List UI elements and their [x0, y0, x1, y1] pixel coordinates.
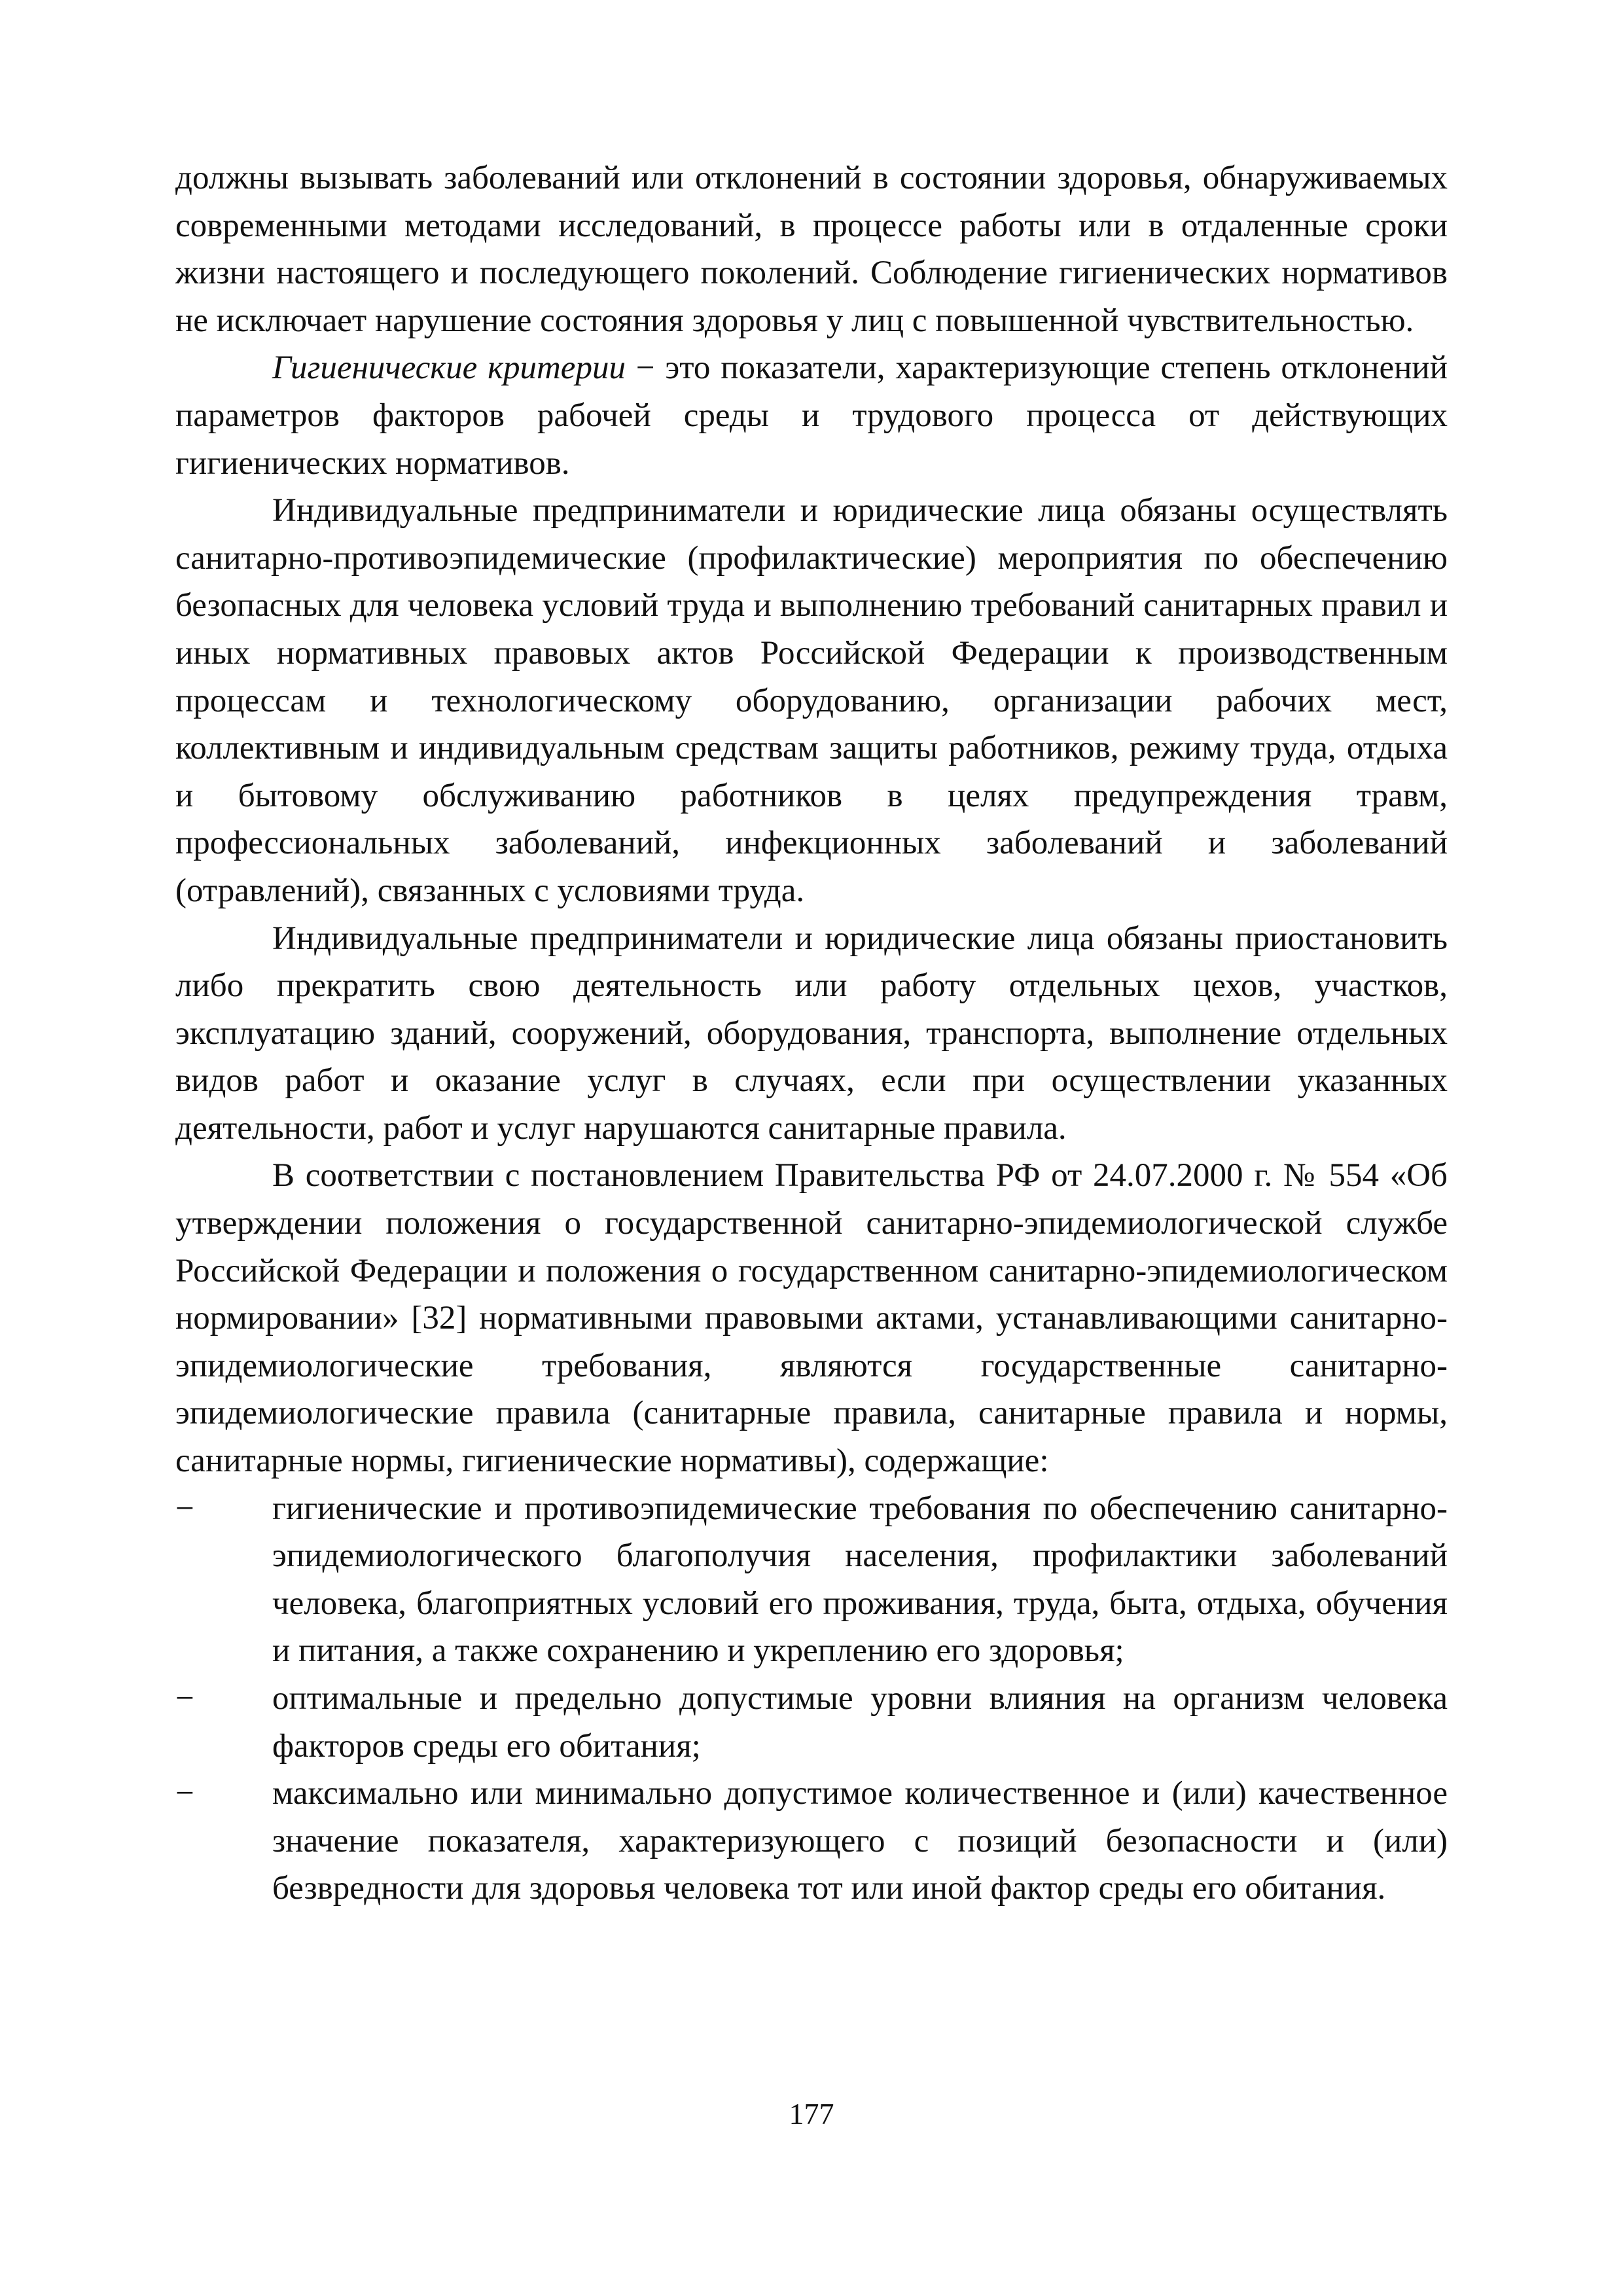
- list-item: [175, 1485, 1448, 1675]
- list-dash-marker: −: [175, 1490, 194, 1527]
- page-body: [175, 154, 1448, 1912]
- list-dash-marker: −: [175, 1775, 194, 1812]
- list-item: [175, 1675, 1448, 1770]
- list-item-text: максимально или минимально допустимое количественное и (или) качественное значение показателя, характеризующего с позиций безопасности и (или) безвредности для здоровья человека тот или иной фактор среды его обитания.: [272, 1775, 1448, 1907]
- paragraph-government-decree: В соответствии с постановлением Правительства РФ от 24.07.2000 г. № 554 «Об утверждении положения о государственной санитарно-эпидемиологической службе Российской Федерации и положения о государственном санитарно-эпидемиологическом нормировании» [32] нормативными правовыми актами, устанавливающими санитарно-эпидемиологические требования, являются государственные санитарно-эпидемиологические правила (санитарные правила, санитарные правила и нормы, санитарные нормы, гигиенические нормативы), содержащие:: [175, 1157, 1448, 1480]
- list-item: [175, 1770, 1448, 1912]
- list-item-text: оптимальные и предельно допустимые уровни влияния на организм человека факторов среды его обитания;: [272, 1680, 1448, 1765]
- paragraph-continued: должны вызывать заболеваний или отклонений в состоянии здоровья, обнаруживаемых современными методами исследований, в процессе работы или в отдаленные сроки жизни настоящего и последующего поколений. Соблюдение гигиенических нормативов не исключает нарушение состояния здоровья у лиц с повышенной чувствительностью.: [175, 160, 1448, 339]
- list-dash-marker: −: [175, 1680, 194, 1717]
- list-item-text: гигиенические и противоэпидемические требования по обеспечению санитарно-эпидемиологического благополучия населения, профилактики заболеваний человека, благоприятных условий его проживания, труда, быта, отдыха, обучения и питания, а также сохранению и укреплению его здоровья;: [272, 1490, 1448, 1670]
- page-number: 177: [789, 2097, 834, 2130]
- definition-hygienic-criteria: − это показатели, характеризующие степень отклонений параметров факторов рабочей среды и трудового процесса от действующих гигиенических нормативов.: [175, 350, 1448, 482]
- paragraph-hygienic-criteria: [175, 344, 1448, 487]
- term-hygienic-criteria: Гигиенические критерии: [272, 350, 626, 387]
- paragraph-entrepreneurs-suspension: Индивидуальные предприниматели и юридические лица обязаны приостановить либо прекратить свою деятельность или работу отдельных цехов, участков, эксплуатацию зданий, сооружений, оборудования, транспорта, выполнение отдельных видов работ и оказание услуг в случаях, если при осуществлении указанных деятельности, работ и услуг нарушаются санитарные правила.: [175, 920, 1448, 1147]
- requirements-list: [175, 1485, 1448, 1912]
- paragraph-entrepreneurs-obligations: Индивидуальные предприниматели и юридические лица обязаны осуществлять санитарно-противоэпидемические (профилактические) мероприятия по обеспечению безопасных для человека условий труда и выполнению требований санитарных правил и иных нормативных правовых актов Российской Федерации к производственным процессам и технологическому оборудованию, организации рабочих мест, коллективным и индивидуальным средствам защиты работников, режиму труда, отдыха и бытовому обслуживанию работников в целях предупреждения травм, профессиональных заболеваний, инфекционных заболеваний и заболеваний (отравлений), связанных с условиями труда.: [175, 492, 1448, 909]
